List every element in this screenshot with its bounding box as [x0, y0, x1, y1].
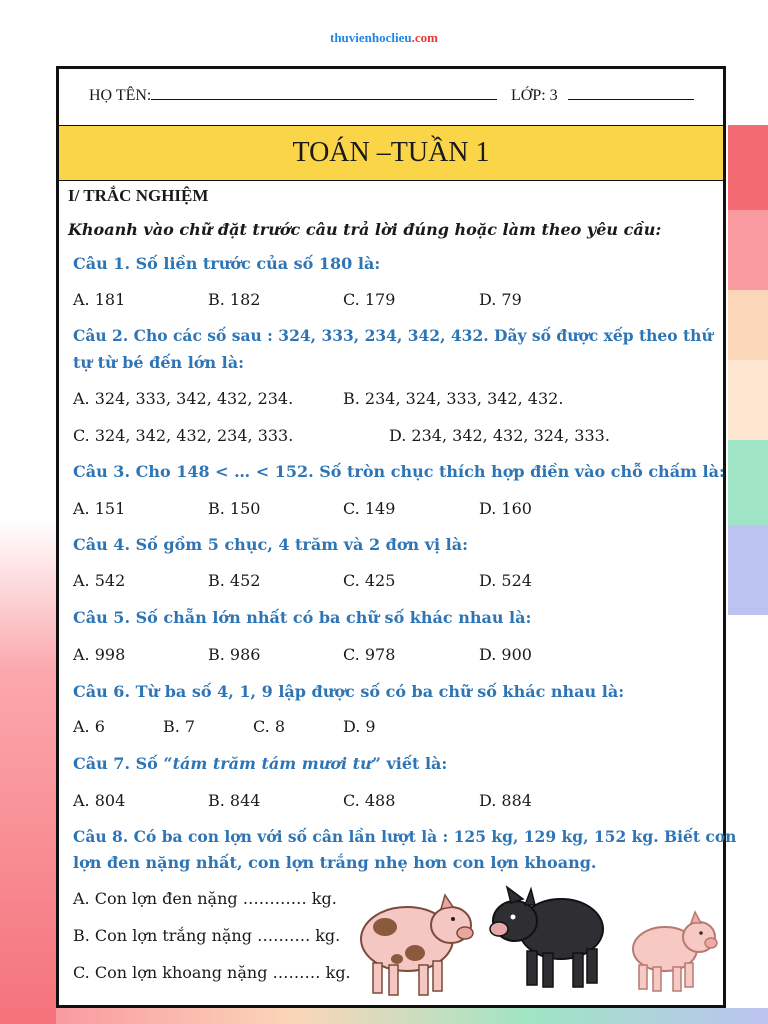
q6-option-d[interactable]: D. 9 [343, 717, 376, 736]
page-title: TOÁN –TUẦN 1 [292, 137, 490, 168]
bg-band-lavender [728, 525, 768, 615]
q4-option-d[interactable]: D. 524 [479, 571, 532, 590]
q3-option-d[interactable]: D. 160 [479, 499, 532, 518]
q7-text-italic: tám trăm tám mươi tư [172, 754, 372, 773]
bg-band-light-peach [728, 360, 768, 440]
class-line[interactable] [568, 99, 694, 100]
question-1: Câu 1. Số liền trước của số 180 là: [73, 254, 381, 273]
q7-text-post: ” viết là: [371, 754, 448, 773]
question-8: Câu 8. Có ba con lợn với số cân lần lượt là : 125 kg, 129 kg, 152 kg. Biết con [73, 827, 737, 846]
class-label: LỚP: 3 [511, 87, 558, 104]
q4-option-b[interactable]: B. 452 [208, 571, 261, 590]
name-line[interactable] [151, 99, 497, 100]
q4-option-c[interactable]: C. 425 [343, 571, 396, 590]
bg-band-bottom [56, 1008, 768, 1024]
q6-option-c[interactable]: C. 8 [253, 717, 286, 736]
q7-text-pre: Câu 7. Số “ [73, 754, 173, 773]
q5-option-b[interactable]: B. 986 [208, 645, 261, 664]
q2-option-c[interactable]: C. 324, 342, 432, 234, 333. [73, 426, 294, 445]
q4-option-a[interactable]: A. 542 [73, 571, 126, 590]
pink-pig-illustration [625, 909, 721, 993]
instruction-text: Khoanh vào chữ đặt trước câu trả lời đúng hoặc làm theo yêu cầu: [68, 220, 662, 239]
q2-option-d[interactable]: D. 234, 342, 432, 324, 333. [389, 426, 610, 445]
q8-answer-c[interactable]: C. Con lợn khoang nặng ……… kg. [73, 963, 351, 982]
q7-option-b[interactable]: B. 844 [208, 791, 261, 810]
q1-option-d[interactable]: D. 79 [479, 290, 522, 309]
name-field [89, 87, 497, 105]
black-pig-illustration [485, 881, 609, 993]
site-domain: .com [411, 30, 438, 45]
q7-option-c[interactable]: C. 488 [343, 791, 396, 810]
question-5: Câu 5. Số chẵn lớn nhất có ba chữ số khác nhau là: [73, 608, 532, 627]
question-6: Câu 6. Từ ba số 4, 1, 9 lập được số có ba chữ số khác nhau là: [73, 682, 625, 701]
q7-option-a[interactable]: A. 804 [73, 791, 126, 810]
q6-option-b[interactable]: B. 7 [163, 717, 196, 736]
bg-band-pink [728, 210, 768, 290]
question-2: Câu 2. Cho các số sau : 324, 333, 234, 342, 432. Dãy số được xếp theo thứ [73, 326, 713, 345]
question-7 [73, 754, 447, 773]
worksheet [56, 66, 737, 1008]
q2-option-b[interactable]: B. 234, 324, 333, 342, 432. [343, 389, 564, 408]
question-2-cont: tự từ bé đến lớn là: [73, 353, 244, 372]
site-name: thuvienhoclieu [330, 30, 412, 45]
bg-band-left [0, 520, 56, 1024]
q1-option-a[interactable]: A. 181 [73, 290, 126, 309]
question-3: Câu 3. Cho 148 < … < 152. Số tròn chục thích hợp điền vào chỗ chấm là: [73, 462, 725, 481]
q5-option-c[interactable]: C. 978 [343, 645, 396, 664]
q1-option-c[interactable]: C. 179 [343, 290, 396, 309]
q8-answer-b[interactable]: B. Con lợn trắng nặng ………. kg. [73, 926, 341, 945]
site-watermark [0, 30, 768, 46]
q3-option-a[interactable]: A. 151 [73, 499, 126, 518]
q8-answer-a[interactable]: A. Con lợn đen nặng ………… kg. [73, 889, 337, 908]
section-heading: I/ TRẮC NGHIỆM [68, 186, 209, 205]
question-8-cont: lợn đen nặng nhất, con lợn trắng nhẹ hơn con lợn khoang. [73, 853, 597, 872]
class-field [511, 87, 694, 105]
q5-option-d[interactable]: D. 900 [479, 645, 532, 664]
spotted-pig-illustration [355, 887, 477, 1001]
q1-option-b[interactable]: B. 182 [208, 290, 261, 309]
bg-band-red [728, 125, 768, 210]
bg-band-peach [728, 290, 768, 360]
name-label: HỌ TÊN: [89, 87, 152, 104]
q2-option-a[interactable]: A. 324, 333, 342, 432, 234. [73, 389, 294, 408]
q3-option-b[interactable]: B. 150 [208, 499, 261, 518]
bg-band-mint [728, 440, 768, 525]
q6-option-a[interactable]: A. 6 [73, 717, 105, 736]
question-4: Câu 4. Số gồm 5 chục, 4 trăm và 2 đơn vị là: [73, 535, 469, 554]
title-bar [59, 125, 723, 181]
q5-option-a[interactable]: A. 998 [73, 645, 126, 664]
q7-option-d[interactable]: D. 884 [479, 791, 532, 810]
q3-option-c[interactable]: C. 149 [343, 499, 396, 518]
